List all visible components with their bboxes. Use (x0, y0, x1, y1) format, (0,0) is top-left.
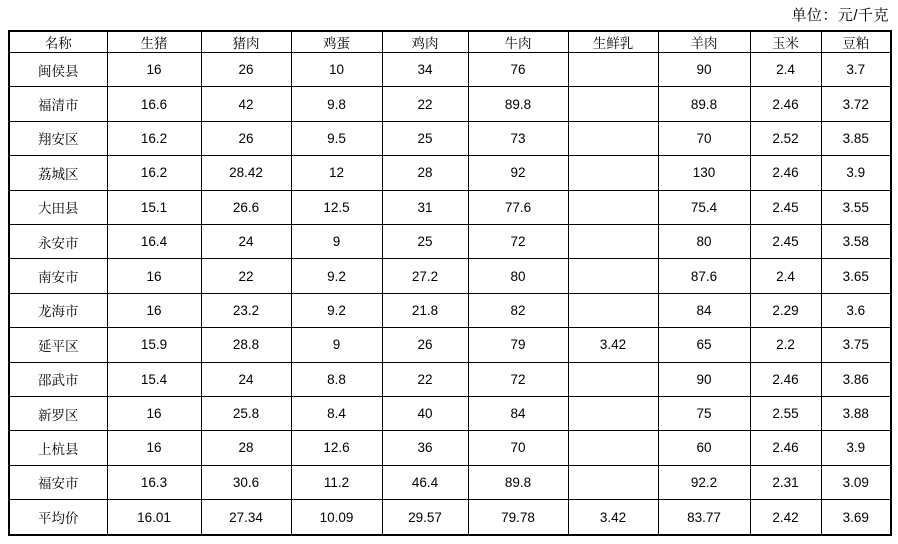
price-cell: 70 (658, 121, 750, 155)
column-header: 猪肉 (201, 31, 291, 53)
price-cell: 23.2 (201, 293, 291, 327)
table-row (9, 190, 891, 224)
price-cell: 75 (658, 396, 750, 430)
price-cell: 2.42 (750, 500, 821, 535)
price-cell: 89.8 (658, 87, 750, 121)
price-cell: 16.01 (107, 500, 201, 535)
price-cell: 15.9 (107, 328, 201, 362)
price-cell: 2.46 (750, 362, 821, 396)
price-cell: 3.86 (821, 362, 891, 396)
price-cell: 9.8 (291, 87, 382, 121)
price-cell: 28 (382, 156, 468, 190)
price-cell: 60 (658, 431, 750, 465)
price-cell: 2.55 (750, 396, 821, 430)
price-cell: 15.4 (107, 362, 201, 396)
price-cell: 73 (468, 121, 568, 155)
price-cell: 22 (382, 362, 468, 396)
row-name: 延平区 (9, 328, 107, 362)
price-cell: 30.6 (201, 465, 291, 499)
price-cell: 16.2 (107, 121, 201, 155)
price-cell: 84 (658, 293, 750, 327)
price-cell: 87.6 (658, 259, 750, 293)
price-cell: 70 (468, 431, 568, 465)
price-cell: 16 (107, 53, 201, 87)
price-cell (568, 362, 658, 396)
price-cell: 16 (107, 396, 201, 430)
price-cell: 80 (658, 224, 750, 258)
column-header: 牛肉 (468, 31, 568, 53)
price-cell: 3.58 (821, 224, 891, 258)
price-cell: 25 (382, 121, 468, 155)
price-cell: 16 (107, 293, 201, 327)
price-cell: 26 (382, 328, 468, 362)
row-name: 新罗区 (9, 396, 107, 430)
header-row (9, 31, 891, 53)
table-row (9, 431, 891, 465)
price-cell: 9.2 (291, 293, 382, 327)
price-cell: 24 (201, 362, 291, 396)
row-name: 福清市 (9, 87, 107, 121)
price-cell: 3.55 (821, 190, 891, 224)
price-cell: 27.2 (382, 259, 468, 293)
price-cell (568, 190, 658, 224)
price-cell: 2.52 (750, 121, 821, 155)
row-name: 上杭县 (9, 431, 107, 465)
price-cell: 10.09 (291, 500, 382, 535)
table-row (9, 53, 891, 87)
table-row (9, 259, 891, 293)
price-cell: 28 (201, 431, 291, 465)
row-name: 翔安区 (9, 121, 107, 155)
price-cell: 12.5 (291, 190, 382, 224)
price-table (8, 30, 892, 536)
price-cell: 2.4 (750, 53, 821, 87)
price-cell: 8.4 (291, 396, 382, 430)
table-row (9, 224, 891, 258)
price-cell: 16.6 (107, 87, 201, 121)
price-cell: 2.4 (750, 259, 821, 293)
price-cell: 22 (201, 259, 291, 293)
price-cell: 3.88 (821, 396, 891, 430)
table-row (9, 465, 891, 499)
table-row (9, 328, 891, 362)
price-cell: 3.9 (821, 431, 891, 465)
price-cell: 25.8 (201, 396, 291, 430)
column-header: 鸡肉 (382, 31, 468, 53)
price-cell: 26 (201, 53, 291, 87)
price-cell: 77.6 (468, 190, 568, 224)
price-cell (568, 53, 658, 87)
row-name: 闽侯县 (9, 53, 107, 87)
price-cell: 89.8 (468, 465, 568, 499)
price-cell: 89.8 (468, 87, 568, 121)
price-cell: 9 (291, 328, 382, 362)
table-row (9, 121, 891, 155)
price-cell: 3.42 (568, 500, 658, 535)
column-header: 羊肉 (658, 31, 750, 53)
price-cell: 42 (201, 87, 291, 121)
price-cell: 3.09 (821, 465, 891, 499)
price-cell: 22 (382, 87, 468, 121)
column-header: 豆粕 (821, 31, 891, 53)
price-cell (568, 259, 658, 293)
price-cell: 3.72 (821, 87, 891, 121)
price-cell (568, 465, 658, 499)
table-row (9, 396, 891, 430)
price-cell: 29.57 (382, 500, 468, 535)
price-cell: 72 (468, 362, 568, 396)
table-row (9, 87, 891, 121)
price-cell: 79.78 (468, 500, 568, 535)
price-cell: 3.7 (821, 53, 891, 87)
price-cell (568, 396, 658, 430)
row-name: 福安市 (9, 465, 107, 499)
price-cell: 80 (468, 259, 568, 293)
price-cell: 72 (468, 224, 568, 258)
price-cell (568, 156, 658, 190)
row-name: 荔城区 (9, 156, 107, 190)
row-name: 龙海市 (9, 293, 107, 327)
price-cell: 16 (107, 431, 201, 465)
price-cell: 40 (382, 396, 468, 430)
price-cell: 2.46 (750, 87, 821, 121)
column-header: 名称 (9, 31, 107, 53)
price-cell: 2.2 (750, 328, 821, 362)
price-cell (568, 431, 658, 465)
price-cell: 9.5 (291, 121, 382, 155)
price-cell: 84 (468, 396, 568, 430)
price-cell: 46.4 (382, 465, 468, 499)
row-name: 平均价 (9, 500, 107, 535)
price-cell: 90 (658, 53, 750, 87)
unit-label: 单位：元/千克 (791, 7, 889, 24)
price-cell: 83.77 (658, 500, 750, 535)
price-cell: 36 (382, 431, 468, 465)
price-cell: 75.4 (658, 190, 750, 224)
column-header: 生猪 (107, 31, 201, 53)
price-cell: 2.45 (750, 224, 821, 258)
column-header: 鸡蛋 (291, 31, 382, 53)
price-cell: 12 (291, 156, 382, 190)
column-header: 玉米 (750, 31, 821, 53)
price-cell: 31 (382, 190, 468, 224)
price-cell: 2.45 (750, 190, 821, 224)
price-cell: 12.6 (291, 431, 382, 465)
price-cell: 3.69 (821, 500, 891, 535)
price-cell: 16.4 (107, 224, 201, 258)
price-cell: 90 (658, 362, 750, 396)
price-cell: 3.75 (821, 328, 891, 362)
price-cell: 28.8 (201, 328, 291, 362)
price-cell: 16 (107, 259, 201, 293)
table-row (9, 500, 891, 535)
price-cell: 15.1 (107, 190, 201, 224)
table-row (9, 293, 891, 327)
row-name: 永安市 (9, 224, 107, 258)
price-cell: 25 (382, 224, 468, 258)
price-cell: 76 (468, 53, 568, 87)
price-cell: 16.2 (107, 156, 201, 190)
price-cell (568, 121, 658, 155)
price-cell: 26 (201, 121, 291, 155)
price-cell: 9.2 (291, 259, 382, 293)
price-cell: 10 (291, 53, 382, 87)
price-cell: 27.34 (201, 500, 291, 535)
price-cell: 8.8 (291, 362, 382, 396)
row-name: 邵武市 (9, 362, 107, 396)
price-cell: 2.31 (750, 465, 821, 499)
price-cell: 21.8 (382, 293, 468, 327)
price-cell: 130 (658, 156, 750, 190)
price-cell: 3.6 (821, 293, 891, 327)
price-cell: 2.46 (750, 431, 821, 465)
price-cell (568, 87, 658, 121)
price-cell: 26.6 (201, 190, 291, 224)
price-cell: 65 (658, 328, 750, 362)
table-row (9, 362, 891, 396)
price-cell: 28.42 (201, 156, 291, 190)
price-cell: 3.9 (821, 156, 891, 190)
price-cell: 11.2 (291, 465, 382, 499)
price-cell: 3.42 (568, 328, 658, 362)
price-cell: 24 (201, 224, 291, 258)
price-cell: 16.3 (107, 465, 201, 499)
price-cell: 92 (468, 156, 568, 190)
price-cell: 34 (382, 53, 468, 87)
price-cell: 82 (468, 293, 568, 327)
price-cell: 2.46 (750, 156, 821, 190)
price-cell: 9 (291, 224, 382, 258)
price-cell: 3.85 (821, 121, 891, 155)
price-cell (568, 224, 658, 258)
price-cell (568, 293, 658, 327)
table-row (9, 156, 891, 190)
price-cell: 3.65 (821, 259, 891, 293)
row-name: 南安市 (9, 259, 107, 293)
column-header: 生鲜乳 (568, 31, 658, 53)
price-cell: 2.29 (750, 293, 821, 327)
table-body (9, 53, 891, 536)
row-name: 大田县 (9, 190, 107, 224)
price-cell: 79 (468, 328, 568, 362)
price-cell: 92.2 (658, 465, 750, 499)
